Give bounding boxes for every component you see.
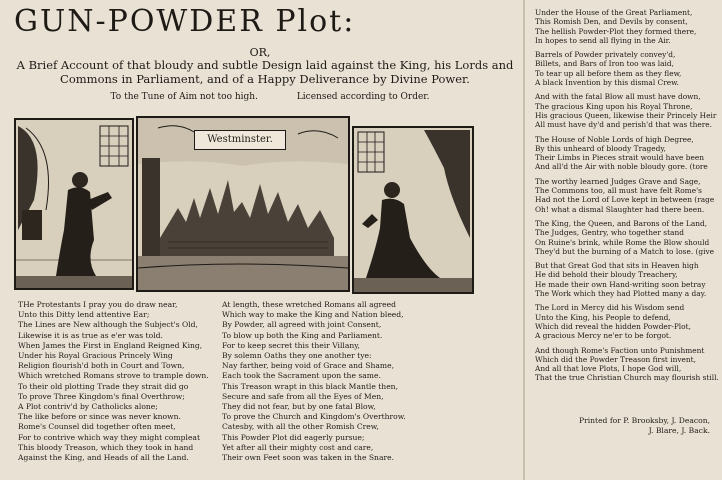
verse-line: The hellish Powder-Plot they formed there, [535, 26, 697, 36]
verse-line: Their own Feet soon was taken in the Snare. [222, 453, 395, 463]
verse-line: By Powder, all agreed with joint Consent, [222, 320, 382, 330]
verse-stanza [535, 345, 719, 383]
verse-line: Which wretched Romans strove to trample down. [18, 371, 209, 381]
verse-line: He made their own Hand-writing soon betray [535, 279, 706, 289]
verse-line: Barrels of Powder privately convey'd, [535, 50, 676, 60]
verse-line: He did behold their bloudy Treachery, [535, 270, 678, 280]
sheet-fold [523, 0, 525, 480]
verse-stanza [535, 8, 715, 45]
verse-line: This Treason wrapt in this black Mantle then, [222, 381, 398, 391]
verse-line: Each took the Sacrament upon the same. [222, 371, 381, 381]
verse-stanza [535, 135, 715, 172]
verse-column-2 [222, 300, 406, 463]
verse-line: A Plot contriv'd by Catholicks alone; [18, 402, 158, 412]
verse-line: To tear up all before them as they flew, [535, 68, 682, 78]
westminster-banner: Westminster. [194, 130, 286, 150]
verse-line: The Lines are New although the Subject's Old, [18, 320, 198, 330]
verse-line: To prove the Church and Kingdom's Overthrow. [222, 412, 406, 422]
verse-line: This bloody Treason, which they took in hand [18, 442, 194, 452]
verse-line: To their old plotting Trade they strait did go [18, 381, 189, 391]
verse-line: At length, these wretched Romans all agreed [222, 300, 396, 309]
verse-line: For to contrive which way they might compleat [18, 432, 201, 442]
verse-line: And all that love Plots, I hope God will, [535, 364, 682, 374]
license-text: Licensed according to Order. [296, 92, 430, 102]
verse-line: Catesby, with all the other Romish Crew, [222, 422, 379, 432]
verse-stanza [535, 303, 715, 340]
verse-stanza [535, 219, 715, 256]
verse-line: Under the House of the Great Parliament, [535, 8, 693, 17]
verse-line: The Lord in Mercy did his Wisdom send [535, 303, 685, 313]
verse-line: By solemn Oaths they one another tye: [222, 351, 372, 361]
verse-line: Unto the King, his People to defend, [535, 312, 671, 322]
broadside-subtitle: A Brief Account of that bloudy and subtle Design laid against the King, his Lords and Commons in Parliament, and of a Happy Deliverance by Divine Power. [16, 58, 514, 86]
verse-column-right [535, 8, 719, 388]
verse-stanza [535, 92, 715, 129]
verse-line: A gracious Mercy ne'er to be forgot. [535, 331, 672, 341]
verse-column-1 [18, 300, 209, 463]
verse-line: And though Rome's Faction unto Punishment [535, 345, 705, 355]
verse-line: In hopes to send all flying in the Air. [535, 35, 671, 45]
verse-line: For to keep secret this their Villany, [222, 340, 360, 350]
verse-line: The like before or since was never known. [18, 412, 181, 422]
woodcut-kneeling-man [14, 118, 134, 290]
verse-line: The worthy learned Judges Grave and Sage, [535, 176, 701, 186]
verse-line: Under his Royal Gracious Princely Wing [18, 351, 173, 361]
verse-line: But that Great God that sits in Heaven high [535, 261, 699, 271]
verse-line: On Ruine's brink, while Rome the Blow should [535, 237, 710, 247]
title-or: OR, [249, 46, 271, 59]
verse-line: His gracious Queen, likewise their Princely Heir [535, 110, 717, 120]
verse-stanza [535, 261, 715, 298]
verse-line: THe Protestants I pray you do draw near, [18, 300, 178, 309]
verse-line: Their Limbs in Pieces strait would have been [535, 153, 704, 163]
verse-line: They did not fear, but by one fatal Blow, [222, 402, 376, 412]
verse-line: Which did reveal the hidden Powder-Plot, [535, 321, 691, 331]
verse-line: By this unheard of bloody Tragedy, [535, 143, 666, 153]
verse-line: That the true Christian Church may flourish still. [535, 373, 719, 383]
verse-line: To blow up both the King and Parliament. [222, 330, 383, 340]
verse-line: Against the King, and Heads of all the Land. [18, 453, 189, 463]
verse-line: Religion flourish'd both in Court and Town, [18, 361, 185, 371]
verse-line: And with the fatal Blow all must have down, [535, 92, 701, 102]
verse-line: The Judges, Gentry, who together stand [535, 228, 684, 238]
verse-line: Rome's Counsel did together often meet, [18, 422, 176, 432]
verse-line: The Work which they had Plotted many a day. [535, 289, 707, 299]
verse-line: The House of Noble Lords of high Degree, [535, 134, 694, 144]
broadside-title: GUN-POWDER Plot: [14, 4, 356, 39]
verse-line: The King, the Queen, and Barons of the Land, [535, 218, 708, 228]
printer-imprint: Printed for P. Brooksby, J. Deacon, J. Blare, J. Back. [578, 416, 710, 435]
verse-line: Had not the Lord of Love kept in between (rage [535, 195, 715, 205]
verse-line: When James the First in England Reigned King, [18, 340, 203, 350]
verse-line: A black Invention by this dismal Crew. [535, 78, 679, 88]
verse-line: Nay farther, being void of Grace and Shame, [222, 361, 395, 371]
woodcut-westminster [136, 116, 350, 292]
verse-line: Unto this Ditty lend attentive Ear; [18, 310, 150, 320]
verse-line: This Powder Plot did eagerly pursue; [222, 432, 365, 442]
verse-line: Yet after all their mighty cost and care, [222, 442, 374, 452]
tune-line [30, 92, 510, 102]
verse-line: Which way to make the King and Nation bleed, [222, 310, 404, 320]
tune-text: To the Tune of Aim not too high. [110, 92, 258, 102]
verse-line: This Romish Den, and Devils by consent, [535, 17, 688, 27]
verse-line: They'd but the burning of a Match to lose. (give [535, 246, 715, 256]
verse-line: To prove Three Kingdom's final Overthrow; [18, 391, 185, 401]
woodcut-kneeling-woman [352, 126, 474, 294]
verse-stanza [535, 177, 715, 214]
verse-line: Which did the Powder Treason first invent, [535, 354, 696, 364]
verse-line: All must have dy'd and perish'd that was there. [535, 120, 712, 130]
verse-line: Secure and safe from all the Eyes of Men, [222, 391, 384, 401]
verse-line: Likewise it is as true as e'er was told. [18, 330, 163, 340]
verse-stanza [535, 50, 715, 87]
verse-line: The gracious King upon his Royal Throne, [535, 101, 693, 111]
verse-line: Billets, and Bars of Iron too was laid, [535, 59, 674, 69]
verse-line: The Commons too, all must have felt Rome's [535, 186, 702, 196]
verse-line: Oh! what a dismal Slaughter had there been. [535, 204, 705, 214]
verse-line: And all'd the Air with noble bloudy gore. (tore [535, 162, 708, 172]
